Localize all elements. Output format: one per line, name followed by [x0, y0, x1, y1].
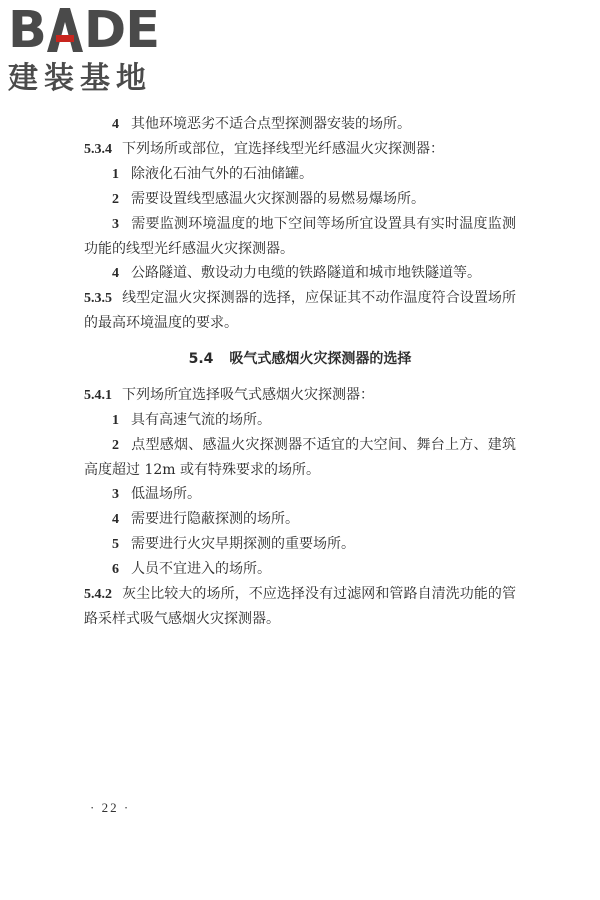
section-heading — [84, 347, 516, 371]
clause-paragraph — [84, 137, 516, 162]
logo-a-mark — [47, 8, 83, 52]
item-text: 低温场所。 — [131, 486, 201, 502]
logo-wordmark — [8, 1, 160, 60]
item-text: 公路隧道、敷设动力电缆的铁路隧道和城市地铁隧道等。 — [131, 265, 481, 281]
item-number: 3 — [112, 217, 119, 232]
item-number: 1 — [112, 167, 119, 182]
list-item — [84, 507, 516, 532]
item-text: 需要进行火灾早期探测的重要场所。 — [131, 536, 355, 552]
clause-text: 下列场所宜选择吸气式感烟火灾探测器： — [122, 387, 374, 403]
section-number: 5.4 — [188, 351, 214, 367]
list-item — [84, 408, 516, 433]
list-item — [84, 482, 516, 507]
item-text: 需要进行隐蔽探测的场所。 — [131, 511, 299, 527]
list-item — [84, 433, 516, 482]
bade-logo — [8, 1, 178, 96]
document-body — [84, 112, 516, 631]
item-text: 需要监测环境温度的地下空间等场所宜设置具有实时温度监测功能的线型光纤感温火灾探测器。 — [84, 216, 516, 257]
list-item — [84, 532, 516, 557]
logo-letters-de: DE — [83, 1, 160, 60]
item-number: 2 — [112, 438, 119, 453]
item-number: 5 — [112, 537, 119, 552]
item-text: 点型感烟、感温火灾探测器不适宜的大空间、舞台上方、建筑高度超过 12m 或有特殊要求的场所。 — [84, 437, 516, 478]
item-text: 其他环境恶劣不适合点型探测器安装的场所。 — [131, 116, 411, 132]
clause-text: 灰尘比较大的场所，不应选择没有过滤网和管路自清洗功能的管路采样式吸气感烟火灾探测器。 — [84, 586, 516, 627]
clause-number: 5.3.4 — [84, 142, 112, 157]
logo-letter-a — [47, 8, 83, 52]
logo-chinese-name: 建装基地 — [8, 61, 152, 96]
clause-paragraph — [84, 582, 516, 631]
item-number: 4 — [112, 117, 119, 132]
item-text: 需要设置线型感温火灾探测器的易燃易爆场所。 — [131, 191, 425, 207]
clause-number: 5.4.1 — [84, 388, 112, 403]
item-number: 4 — [112, 512, 119, 527]
item-number: 4 — [112, 266, 119, 281]
clause-text: 下列场所或部位，宜选择线型光纤感温火灾探测器： — [122, 141, 444, 157]
item-text: 人员不宜进入的场所。 — [131, 561, 271, 577]
clause-text: 线型定温火灾探测器的选择，应保证其不动作温度符合设置场所的最高环境温度的要求。 — [84, 290, 516, 331]
list-item — [84, 557, 516, 582]
clause-paragraph — [84, 286, 516, 335]
list-item — [84, 162, 516, 187]
logo-letter-b: B — [8, 1, 46, 60]
page-number: · 22 · — [90, 800, 131, 815]
clause-number: 5.3.5 — [84, 291, 112, 306]
list-item — [84, 212, 516, 261]
section-title: 吸气式感烟火灾探测器的选择 — [229, 351, 412, 367]
list-item — [84, 187, 516, 212]
item-text: 具有高速气流的场所。 — [131, 412, 271, 428]
list-item — [84, 261, 516, 286]
item-number: 6 — [112, 562, 119, 577]
list-item — [84, 112, 516, 137]
item-text: 除液化石油气外的石油储罐。 — [131, 166, 313, 182]
item-number: 1 — [112, 413, 119, 428]
clause-number: 5.4.2 — [84, 587, 112, 602]
item-number: 2 — [112, 192, 119, 207]
item-number: 3 — [112, 487, 119, 502]
clause-paragraph — [84, 383, 516, 408]
